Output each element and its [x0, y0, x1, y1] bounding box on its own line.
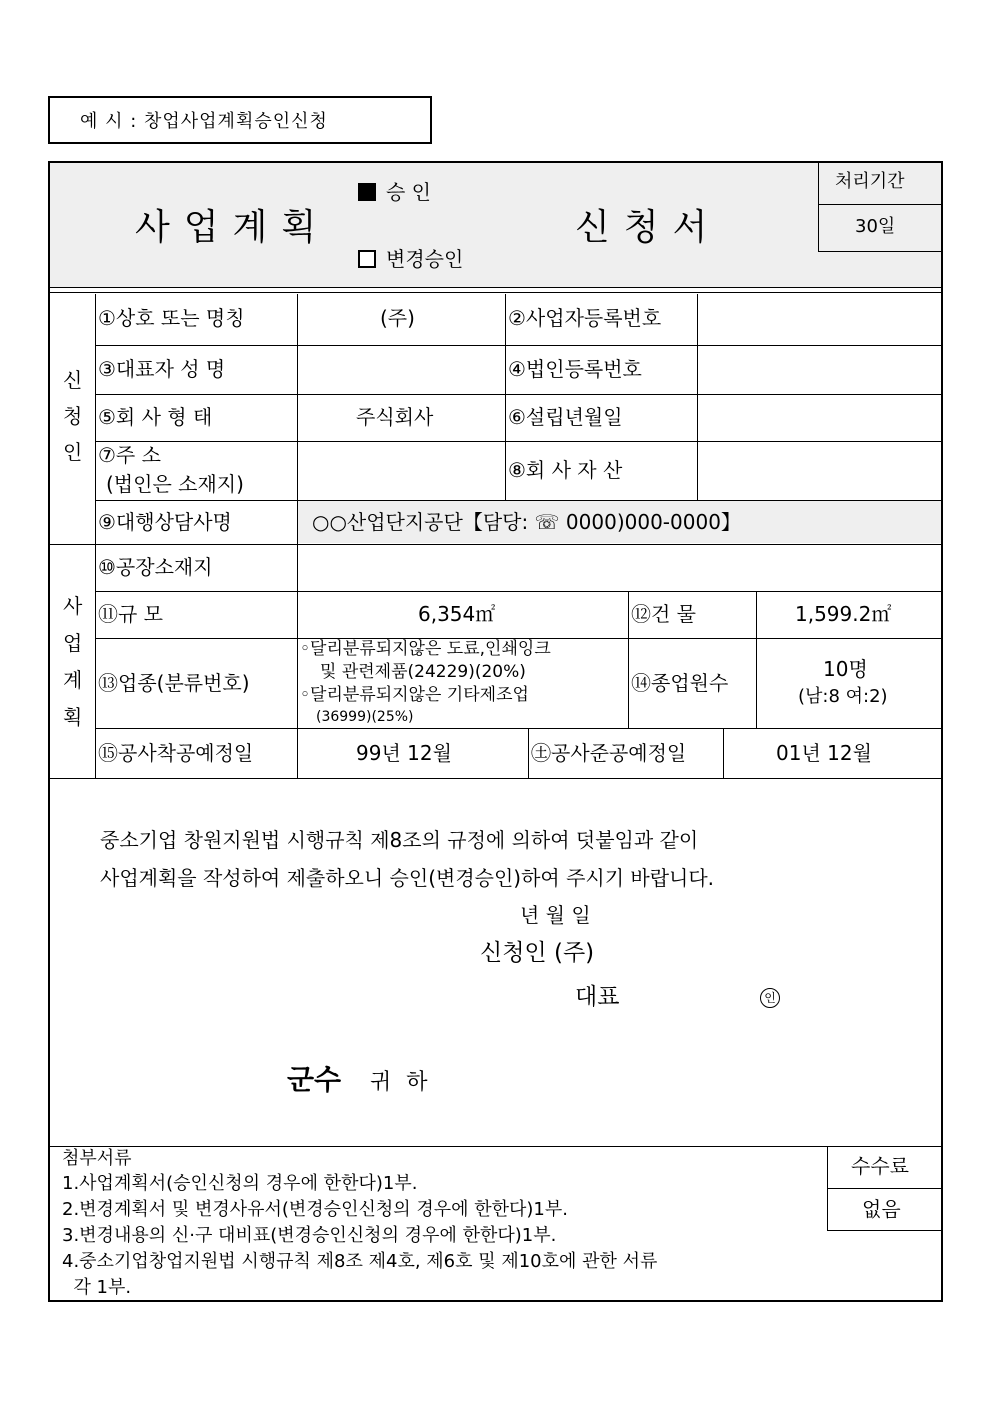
plan-section-char-1: 사 — [63, 594, 83, 618]
representative[interactable]: 대표 — [575, 984, 620, 1010]
row-line-2 — [95, 394, 941, 395]
row-line-4 — [95, 500, 941, 501]
section-col-line — [95, 294, 96, 778]
processing-box-bottom — [818, 251, 941, 252]
plan-right-col-line — [756, 591, 757, 728]
scale-label: ⑪규 모 — [98, 602, 163, 626]
construction-start-label: ⑮공사착공예정일 — [98, 741, 254, 765]
plan-row-line-3 — [95, 728, 941, 729]
company-type-label: ⑤회 사 형 태 — [98, 405, 213, 429]
form-title-right: 신청서 — [575, 207, 722, 248]
statement-line-2: 사업계획을 작성하여 제출하오니 승인(변경승인)하여 주시기 바랍니다. — [100, 866, 715, 890]
applicant-name[interactable]: 신청인 (주) — [480, 940, 595, 966]
checkbox-checked-icon[interactable] — [358, 183, 376, 201]
construction-start-value[interactable]: 99년 12월 — [356, 741, 452, 765]
plan-section-char-3: 계 — [63, 668, 83, 692]
seal — [760, 988, 780, 1008]
seal-icon: 인 — [760, 988, 780, 1008]
plan-section-char-2: 업 — [63, 631, 83, 655]
header-divider — [50, 287, 941, 288]
application-form — [48, 161, 943, 1302]
construction-end-value[interactable]: 01년 12월 — [776, 741, 872, 765]
factory-location-label: ⑩공장소재지 — [98, 555, 213, 579]
founding-date-label: ⑥설립년월일 — [508, 405, 623, 429]
address-label-2: (법인은 소재지) — [106, 472, 244, 496]
employees-breakdown[interactable]: (남:8 여:2) — [798, 686, 888, 707]
industry-line-2[interactable]: 및 관련제품(24229)(20%) — [320, 662, 526, 682]
employees-value[interactable]: 10명 — [823, 657, 868, 681]
label-col-line — [297, 294, 298, 778]
agent-label: ⑨대행상담사명 — [98, 510, 232, 534]
attachment-item-1: 1.사업계획서(승인신청의 경우에 한한다)1부. — [62, 1173, 418, 1194]
row-line-1 — [95, 345, 941, 346]
industry-label: ⑬업종(분류번호) — [98, 671, 250, 695]
example-label — [48, 96, 432, 144]
fee-box-mid — [827, 1188, 941, 1189]
attachments-top-line — [50, 1146, 941, 1147]
building-value[interactable]: 1,599.2㎡ — [795, 602, 892, 626]
attachment-item-4-cont: 각 1부. — [62, 1277, 132, 1298]
company-type-value[interactable]: 주식회사 — [356, 405, 434, 429]
employees-label: ⑭종업원수 — [631, 671, 729, 695]
agent-value[interactable]: ○○산업단지공단【담당: ☏ 0000)000-0000】 — [312, 510, 741, 534]
processing-value: 30일 — [855, 216, 896, 237]
plan-row-line-1 — [95, 591, 941, 592]
option-change[interactable] — [358, 249, 463, 269]
schedule-right-col-line — [723, 728, 724, 778]
company-name-value[interactable]: (주) — [380, 306, 415, 330]
address-label-1: ⑦주 소 — [98, 443, 161, 467]
industry-line-1[interactable]: ◦달리분류되지않은 도료,인쇄잉크 — [300, 639, 551, 659]
fee-label: 수수료 — [851, 1154, 909, 1178]
scale-value[interactable]: 6,354㎡ — [418, 602, 496, 626]
industry-line-3[interactable]: ◦달리분류되지않은 기타제조업 — [300, 685, 529, 705]
attachment-item-3: 3.변경내용의 신·구 대비표(변경승인신청의 경우에 한한다)1부. — [62, 1225, 557, 1246]
option-change-label: 변경승인 — [386, 247, 464, 271]
ceo-name-label: ③대표자 성 명 — [98, 357, 226, 381]
applicant-section-char-2: 청 — [63, 404, 83, 428]
construction-end-label: ㊏공사준공예정일 — [531, 741, 687, 765]
schedule-mid-col-line — [528, 728, 529, 778]
mid-col-line — [505, 294, 506, 500]
header-divider-double — [50, 292, 941, 293]
fee-value: 없음 — [862, 1197, 901, 1221]
row-line-3 — [95, 441, 941, 442]
plan-mid-col-line — [628, 591, 629, 728]
recipient-honorific: 귀 하 — [370, 1070, 432, 1095]
fee-box-bottom — [827, 1230, 941, 1231]
applicant-section-char-3: 인 — [63, 440, 83, 464]
right-label-col-line — [697, 294, 698, 500]
company-name-label: ①상호 또는 명칭 — [98, 306, 245, 330]
company-assets-label: ⑧회 사 자 산 — [508, 458, 623, 482]
application-date[interactable]: 년 월 일 — [520, 903, 591, 927]
checkbox-empty-icon[interactable] — [358, 250, 376, 268]
attachment-item-4: 4.중소기업창업지원법 시행규칙 제8조 제4호, 제6호 및 제10호에 관한 서류 — [62, 1251, 658, 1272]
plan-section-char-4: 획 — [63, 705, 83, 729]
processing-box-left — [818, 163, 819, 251]
example-label-text: 예 시 : 창업사업계획승인신청 — [80, 111, 328, 132]
form-title-left: 사업계획 — [135, 207, 331, 248]
option-approval-label: 승 인 — [386, 180, 431, 204]
processing-box-mid — [818, 204, 941, 205]
attachments-header: 첨부서류 — [62, 1148, 132, 1169]
building-label: ⑫건 물 — [631, 602, 696, 626]
plan-bottom-line — [50, 778, 941, 779]
option-approval[interactable] — [358, 182, 431, 202]
corp-reg-no-label: ④법인등록번호 — [508, 357, 642, 381]
section-divider — [50, 544, 941, 545]
statement-line-1: 중소기업 창원지원법 시행규칙 제8조의 규정에 의하여 덧붙임과 같이 — [100, 828, 699, 852]
processing-label: 처리기간 — [835, 171, 905, 192]
business-reg-no-label: ②사업자등록번호 — [508, 306, 662, 330]
attachment-item-2: 2.변경계획서 및 변경사유서(변경승인신청의 경우에 한한다)1부. — [62, 1199, 568, 1220]
recipient: 군수 — [287, 1063, 342, 1096]
applicant-section-char-1: 신 — [63, 368, 83, 392]
industry-line-4[interactable]: (36999)(25%) — [316, 709, 414, 725]
